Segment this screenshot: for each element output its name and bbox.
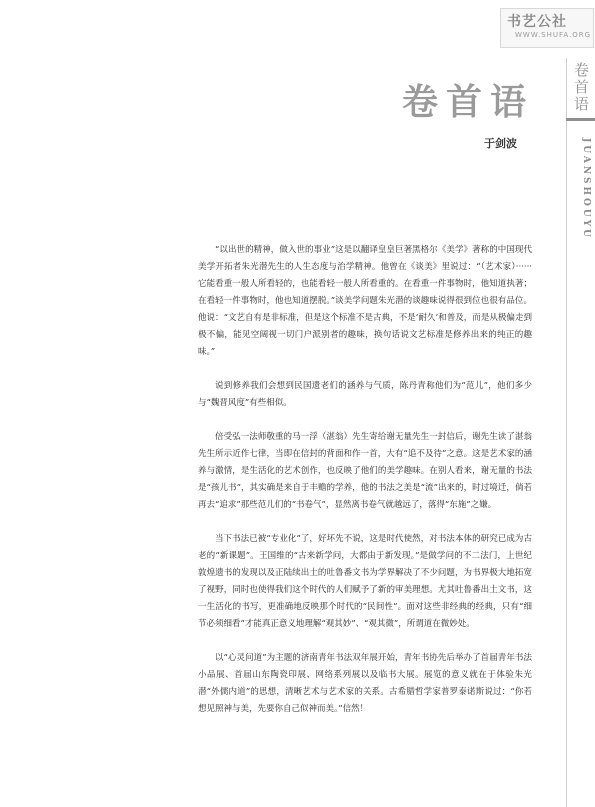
- paragraph: 以“心灵问道”为主题的济南青年书法双年展开始，青年书协先后举办了首届青年书法小品展、首届山东陶瓷印展、网络系列展以及临书大展。展览的意义就在于体验朱光潜“外儒内道”的思想，清晰艺术与艺术家的关系。古希腊哲学家普罗泰诺斯说过：“你若想见照神与美，先要你自己似神而美。”信然！: [198, 653, 532, 714]
- logo-url: WWW.SHUFA.ORG: [515, 31, 592, 39]
- side-pinyin: JUANSHOUYU: [581, 138, 591, 241]
- paragraph: “以出世的精神，做入世的事业”这是以翻译皇皇巨著黑格尔《美学》著称的中国现代美学开拓者朱光潜先生的人生态度与治学精神。他曾在《谈美》里说过：“（艺术家）······它能看重一般人所看轻的，也能看轻一般人所看重的。在看重一件事物时，他知道执著；在看轻一件事物时，他也知道摆脱。”谈美学问题朱光潜的谈趣味说得很到位也很有品位。他说：“文艺自有是非标准，但是这个标准不是古典，不是‘耐久’和普及，而是从极偏走到极不偏，能见空阔视一切门户派别者的趣味，换句话说文艺标准是修养出来的纯正的趣味。”: [198, 245, 532, 357]
- paragraph: 倍受弘一法师敬重的马一浮（湛翁）先生寄给谢无量先生一封信后，谢先生读了湛翁先生所示近作七律，当即在信封的背面和作一首，大有“追不及待”之意。这是艺术家的涵养与激情，是生活化的艺术创作，也反映了他们的美学趣味。在别人看来，谢无量的书法是“孩儿书”，其实确是来自于丰赡的学养，他的书法之美是“流”出来的，时过境迁，倘若再去“追求”那些范儿们的“书卷气”，显然离书卷气就越远了，落得“东施”之嫌。: [198, 432, 532, 510]
- paragraph: 当下书法已被“专业化”了，好坏先不说，这是时代使然，对书法本体的研究已成为古老的“新课题”。王国维的“古来新学问，大都由于新发现。”是做学问的不二法门，上世纪敦煌遗书的发现以及正陆续出土的吐鲁番文书为学界解决了不少问题，为书界极大地拓宽了视野，同时也使得我们这个时代的人们赋予了新的审美理想。尤其吐鲁番出土文书，这一生活化的书写，更准确地反映那个时代的“民间性”。面对这些非经典的经典，只有“细节必须细看”才能真正意义地理解“观其妙”、“观其微”，所谓道在微妙处。: [198, 534, 532, 629]
- article-body: [198, 242, 532, 735]
- paragraph: 说到修养我们会想到民国遗老们的涵养与气质，陈丹青称他们为“范儿”，他们多少与“魏晋风度”有些相似。: [198, 381, 532, 408]
- site-logo[interactable]: [500, 8, 594, 48]
- page-title: 卷首语: [402, 81, 535, 123]
- author: 于剑波: [484, 137, 517, 150]
- side-title: 卷首语: [572, 62, 590, 113]
- side-bar: [566, 118, 595, 121]
- logo-text: 书艺公社: [507, 14, 567, 30]
- side-divider: [566, 58, 567, 807]
